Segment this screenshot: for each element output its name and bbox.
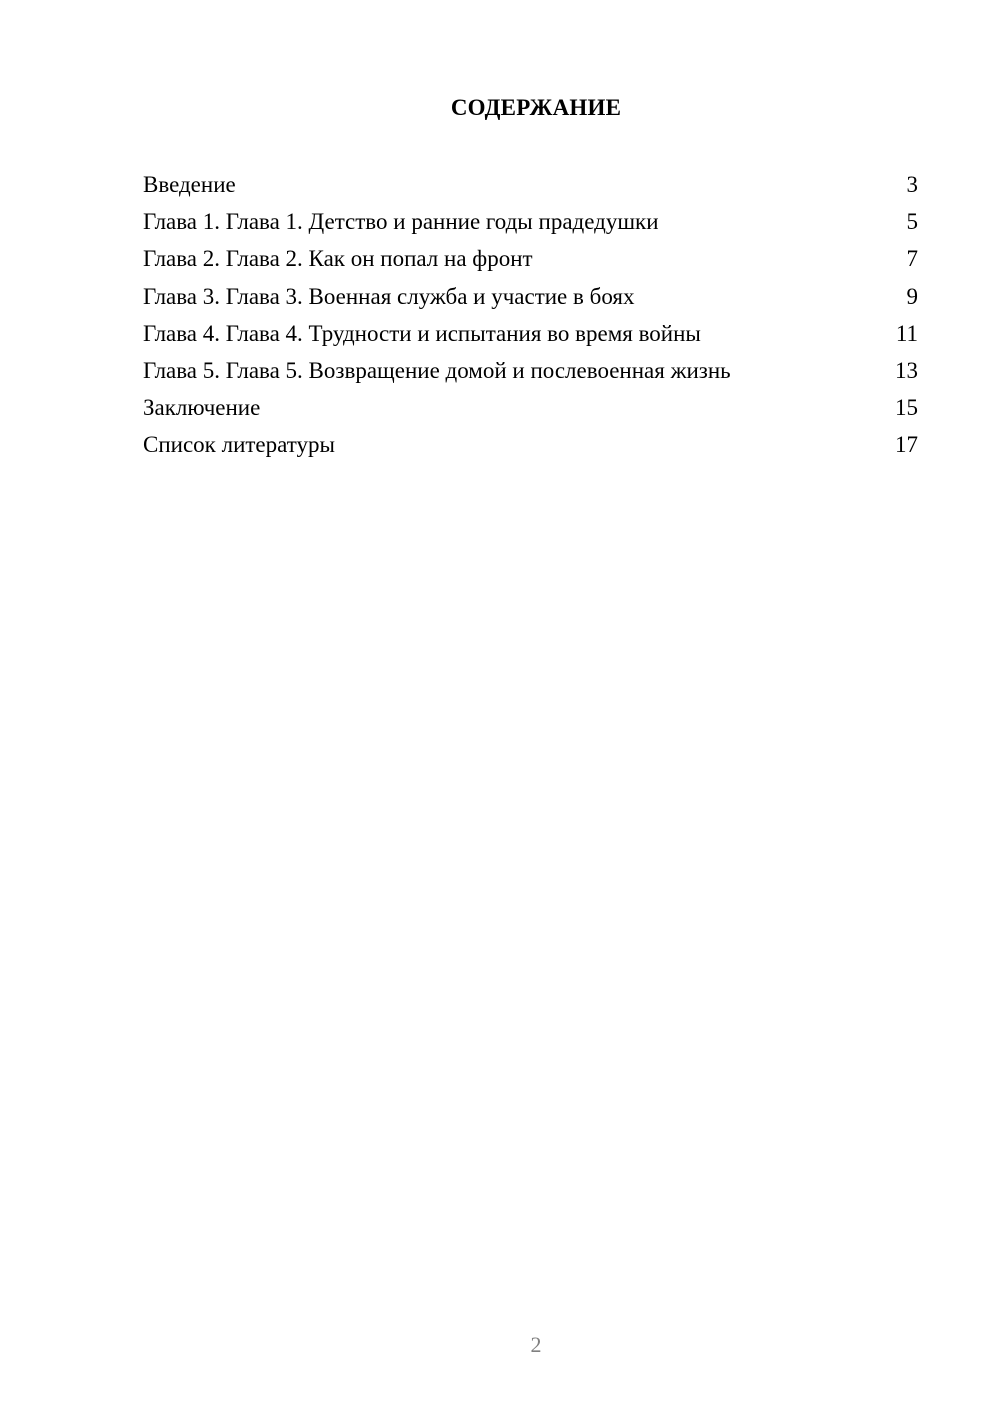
toc-entry-title: Глава 1. Глава 1. Детство и ранние годы прадедушки xyxy=(143,209,659,235)
toc-entry-title: Глава 4. Глава 4. Трудности и испытания во время войны xyxy=(143,320,701,346)
toc-entry xyxy=(143,317,918,354)
toc-entry-page: 7 xyxy=(906,246,918,272)
toc-entry-title: Глава 3. Глава 3. Военная служба и участие в боях xyxy=(143,283,635,309)
toc-entry-title: Глава 2. Глава 2. Как он попал на фронт xyxy=(143,246,533,272)
toc-entry-title: Список литературы xyxy=(143,432,335,458)
toc-entry xyxy=(143,168,918,205)
toc-entry xyxy=(143,354,918,391)
toc-entry-page: 17 xyxy=(895,432,918,458)
toc-entry-page: 11 xyxy=(895,320,918,346)
page-title: СОДЕРЖАНИЕ xyxy=(450,95,622,120)
toc-entry-page: 9 xyxy=(906,283,918,309)
toc-entry xyxy=(143,280,918,317)
toc-entry xyxy=(143,428,918,465)
toc-entry-page: 15 xyxy=(895,395,918,421)
toc-entry xyxy=(143,205,918,242)
table-of-contents xyxy=(143,168,918,466)
toc-entry-title: Глава 5. Глава 5. Возвращение домой и послевоенная жизнь xyxy=(143,357,731,383)
toc-entry xyxy=(143,391,918,428)
toc-entry xyxy=(143,242,918,279)
toc-entry-page: 3 xyxy=(906,172,918,197)
toc-entry-page: 5 xyxy=(906,209,918,235)
toc-entry-title: Введение xyxy=(143,172,236,197)
page-number: 2 xyxy=(530,1332,542,1357)
toc-entry-title: Заключение xyxy=(143,395,261,421)
toc-entry-page: 13 xyxy=(895,357,918,383)
